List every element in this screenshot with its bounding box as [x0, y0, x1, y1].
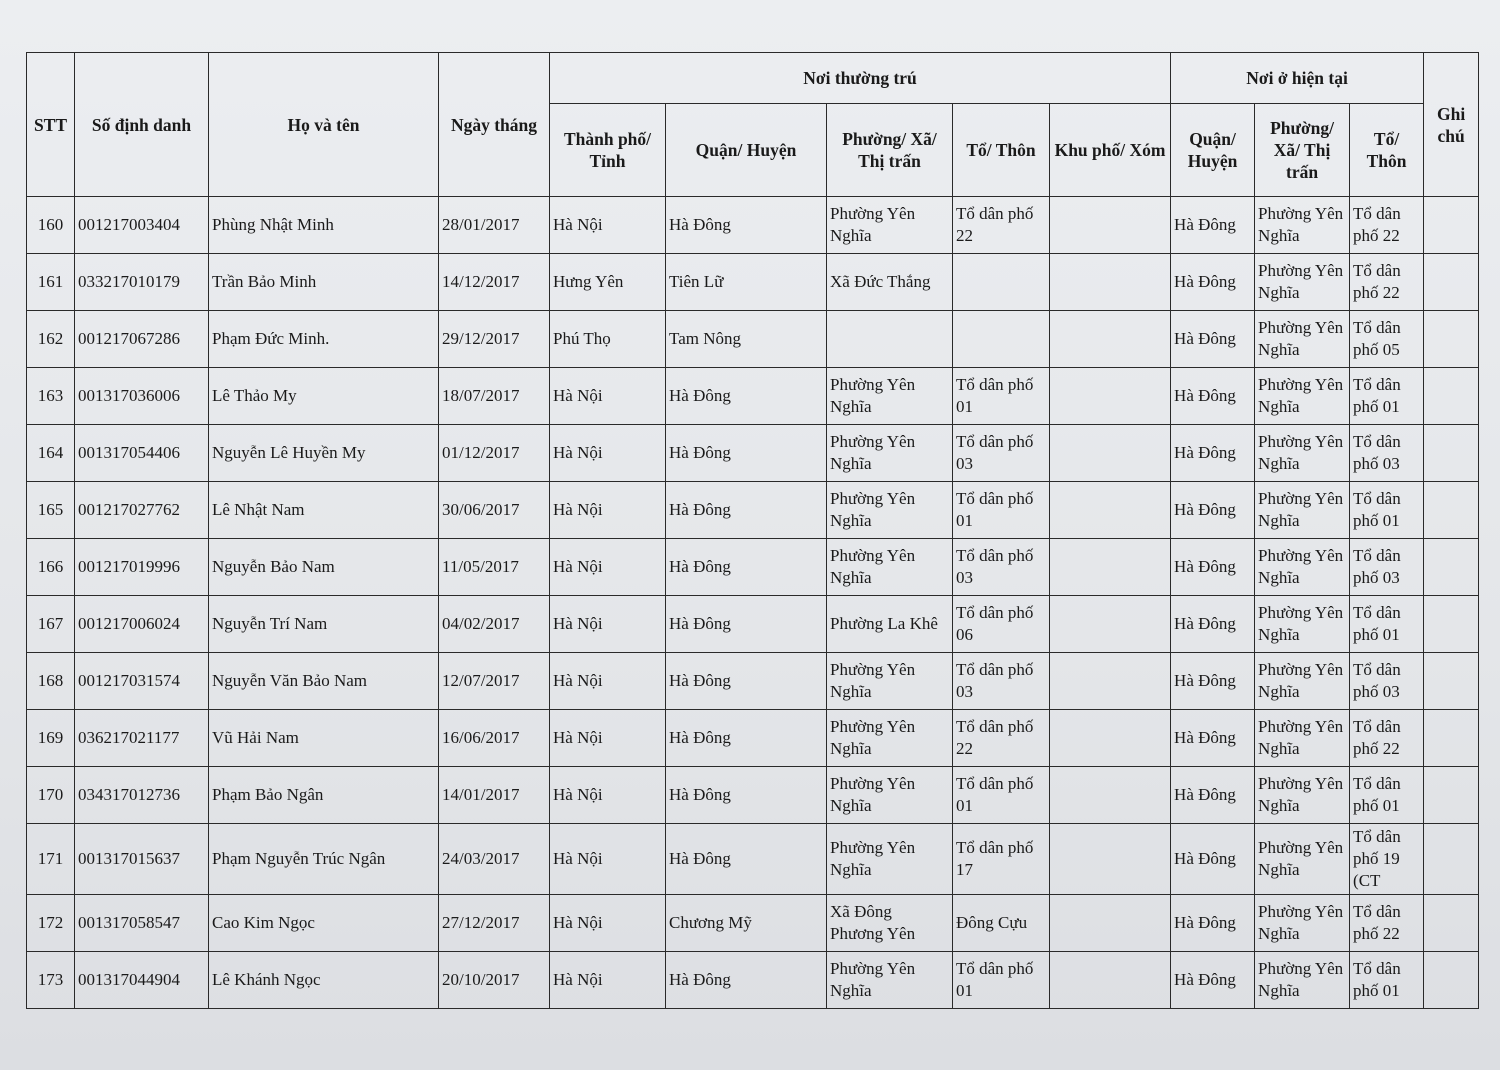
- cell-block: [1050, 653, 1171, 710]
- cell-dob: 14/12/2017: [439, 254, 550, 311]
- cell-city: Hà Nội: [550, 824, 666, 895]
- cell-dob: 24/03/2017: [439, 824, 550, 895]
- cell-name: Phùng Nhật Minh: [209, 197, 439, 254]
- cell-stt: 164: [27, 425, 75, 482]
- cell-cur-district: Hà Đông: [1171, 710, 1255, 767]
- cell-id: 001217019996: [75, 539, 209, 596]
- cell-ward: Phường Yên Nghĩa: [827, 197, 953, 254]
- header-id: Số định danh: [75, 53, 209, 197]
- cell-city: Hà Nội: [550, 952, 666, 1009]
- header-perm-block: Khu phố/ Xóm: [1050, 104, 1171, 197]
- cell-ward: Phường Yên Nghĩa: [827, 539, 953, 596]
- cell-name: Vũ Hải Nam: [209, 710, 439, 767]
- cell-cur-district: Hà Đông: [1171, 653, 1255, 710]
- cell-note: [1424, 653, 1479, 710]
- cell-cur-group: Tổ dân phố 01: [1350, 482, 1424, 539]
- header-stt: STT: [27, 53, 75, 197]
- cell-id: 001217031574: [75, 653, 209, 710]
- table-row: [27, 311, 1479, 368]
- cell-district: Tiên Lữ: [666, 254, 827, 311]
- table-row: [27, 254, 1479, 311]
- cell-cur-group: Tổ dân phố 03: [1350, 425, 1424, 482]
- cell-name: Nguyễn Văn Bảo Nam: [209, 653, 439, 710]
- cell-name: Nguyễn Bảo Nam: [209, 539, 439, 596]
- cell-cur-ward: Phường Yên Nghĩa: [1255, 368, 1350, 425]
- cell-note: [1424, 311, 1479, 368]
- cell-stt: 170: [27, 767, 75, 824]
- cell-district: Hà Đông: [666, 824, 827, 895]
- cell-ward: Xã Đông Phương Yên: [827, 895, 953, 952]
- cell-dob: 20/10/2017: [439, 952, 550, 1009]
- table-row: [27, 197, 1479, 254]
- cell-note: [1424, 710, 1479, 767]
- header-perm-ward: Phường/ Xã/ Thị trấn: [827, 104, 953, 197]
- cell-id: 001217027762: [75, 482, 209, 539]
- cell-cur-group: Tổ dân phố 22: [1350, 895, 1424, 952]
- cell-note: [1424, 368, 1479, 425]
- cell-city: Hà Nội: [550, 767, 666, 824]
- cell-cur-group: Tổ dân phố 01: [1350, 767, 1424, 824]
- cell-cur-group: Tổ dân phố 03: [1350, 653, 1424, 710]
- cell-cur-district: Hà Đông: [1171, 482, 1255, 539]
- student-residence-table: [26, 52, 1479, 1009]
- cell-ward: Xã Đức Thắng: [827, 254, 953, 311]
- cell-name: Phạm Đức Minh.: [209, 311, 439, 368]
- cell-id: 001317044904: [75, 952, 209, 1009]
- cell-ward: Phường Yên Nghĩa: [827, 653, 953, 710]
- cell-cur-group: Tổ dân phố 22: [1350, 710, 1424, 767]
- cell-stt: 162: [27, 311, 75, 368]
- cell-cur-district: Hà Đông: [1171, 596, 1255, 653]
- table-row: [27, 824, 1479, 895]
- cell-name: Phạm Bảo Ngân: [209, 767, 439, 824]
- cell-stt: 173: [27, 952, 75, 1009]
- cell-cur-group: Tổ dân phố 03: [1350, 539, 1424, 596]
- table-row: [27, 895, 1479, 952]
- cell-block: [1050, 368, 1171, 425]
- table-row: [27, 596, 1479, 653]
- cell-group: Tổ dân phố 03: [953, 539, 1050, 596]
- cell-ward: Phường Yên Nghĩa: [827, 482, 953, 539]
- cell-cur-ward: Phường Yên Nghĩa: [1255, 824, 1350, 895]
- cell-block: [1050, 895, 1171, 952]
- cell-note: [1424, 254, 1479, 311]
- cell-note: [1424, 596, 1479, 653]
- cell-dob: 16/06/2017: [439, 710, 550, 767]
- cell-ward: [827, 311, 953, 368]
- cell-group: Tổ dân phố 01: [953, 952, 1050, 1009]
- cell-stt: 161: [27, 254, 75, 311]
- cell-stt: 165: [27, 482, 75, 539]
- cell-name: Nguyễn Trí Nam: [209, 596, 439, 653]
- cell-stt: 171: [27, 824, 75, 895]
- cell-group: Tổ dân phố 22: [953, 710, 1050, 767]
- table-row: [27, 368, 1479, 425]
- cell-note: [1424, 425, 1479, 482]
- header-perm-district: Quận/ Huyện: [666, 104, 827, 197]
- cell-district: Chương Mỹ: [666, 895, 827, 952]
- cell-cur-ward: Phường Yên Nghĩa: [1255, 539, 1350, 596]
- cell-note: [1424, 197, 1479, 254]
- cell-block: [1050, 311, 1171, 368]
- cell-cur-district: Hà Đông: [1171, 952, 1255, 1009]
- cell-stt: 172: [27, 895, 75, 952]
- cell-district: Hà Đông: [666, 539, 827, 596]
- cell-id: 001217006024: [75, 596, 209, 653]
- cell-cur-group: Tổ dân phố 05: [1350, 311, 1424, 368]
- cell-block: [1050, 767, 1171, 824]
- cell-name: Nguyễn Lê Huyền My: [209, 425, 439, 482]
- header-permanent-residence: Nơi thường trú: [550, 53, 1171, 104]
- cell-district: Hà Đông: [666, 368, 827, 425]
- cell-id: 033217010179: [75, 254, 209, 311]
- cell-ward: Phường Yên Nghĩa: [827, 767, 953, 824]
- cell-dob: 18/07/2017: [439, 368, 550, 425]
- cell-name: Lê Khánh Ngọc: [209, 952, 439, 1009]
- cell-ward: Phường Yên Nghĩa: [827, 710, 953, 767]
- cell-cur-ward: Phường Yên Nghĩa: [1255, 482, 1350, 539]
- cell-name: Cao Kim Ngọc: [209, 895, 439, 952]
- cell-block: [1050, 254, 1171, 311]
- cell-cur-district: Hà Đông: [1171, 368, 1255, 425]
- cell-block: [1050, 539, 1171, 596]
- cell-note: [1424, 482, 1479, 539]
- cell-stt: 168: [27, 653, 75, 710]
- cell-city: Hà Nội: [550, 197, 666, 254]
- cell-dob: 30/06/2017: [439, 482, 550, 539]
- cell-id: 001317015637: [75, 824, 209, 895]
- cell-city: Hà Nội: [550, 596, 666, 653]
- cell-city: Hà Nội: [550, 653, 666, 710]
- cell-stt: 166: [27, 539, 75, 596]
- header-current-residence: Nơi ở hiện tại: [1171, 53, 1424, 104]
- cell-cur-district: Hà Đông: [1171, 824, 1255, 895]
- cell-ward: Phường Yên Nghĩa: [827, 368, 953, 425]
- cell-stt: 169: [27, 710, 75, 767]
- cell-city: Hà Nội: [550, 425, 666, 482]
- table-row: [27, 710, 1479, 767]
- cell-city: Hà Nội: [550, 368, 666, 425]
- cell-id: 034317012736: [75, 767, 209, 824]
- cell-stt: 160: [27, 197, 75, 254]
- cell-cur-district: Hà Đông: [1171, 254, 1255, 311]
- cell-id: 036217021177: [75, 710, 209, 767]
- cell-ward: Phường Yên Nghĩa: [827, 952, 953, 1009]
- cell-block: [1050, 425, 1171, 482]
- table-row: [27, 425, 1479, 482]
- cell-dob: 04/02/2017: [439, 596, 550, 653]
- cell-block: [1050, 710, 1171, 767]
- cell-name: Lê Nhật Nam: [209, 482, 439, 539]
- cell-cur-ward: Phường Yên Nghĩa: [1255, 767, 1350, 824]
- cell-cur-ward: Phường Yên Nghĩa: [1255, 653, 1350, 710]
- cell-dob: 14/01/2017: [439, 767, 550, 824]
- table-row: [27, 767, 1479, 824]
- cell-district: Hà Đông: [666, 596, 827, 653]
- header-perm-city: Thành phố/ Tỉnh: [550, 104, 666, 197]
- header-name: Họ và tên: [209, 53, 439, 197]
- cell-cur-ward: Phường Yên Nghĩa: [1255, 596, 1350, 653]
- cell-group: Tổ dân phố 01: [953, 482, 1050, 539]
- cell-block: [1050, 482, 1171, 539]
- cell-city: Hà Nội: [550, 539, 666, 596]
- cell-cur-ward: Phường Yên Nghĩa: [1255, 425, 1350, 482]
- cell-cur-ward: Phường Yên Nghĩa: [1255, 710, 1350, 767]
- cell-id: 001217067286: [75, 311, 209, 368]
- cell-name: Lê Thảo My: [209, 368, 439, 425]
- header-dob: Ngày tháng: [439, 53, 550, 197]
- cell-cur-group: Tổ dân phố 19 (CT: [1350, 824, 1424, 895]
- cell-group: Tổ dân phố 03: [953, 425, 1050, 482]
- cell-dob: 27/12/2017: [439, 895, 550, 952]
- cell-id: 001217003404: [75, 197, 209, 254]
- cell-stt: 167: [27, 596, 75, 653]
- cell-cur-ward: Phường Yên Nghĩa: [1255, 952, 1350, 1009]
- cell-group: Tổ dân phố 03: [953, 653, 1050, 710]
- cell-city: Hà Nội: [550, 895, 666, 952]
- cell-cur-group: Tổ dân phố 22: [1350, 197, 1424, 254]
- cell-note: [1424, 539, 1479, 596]
- cell-note: [1424, 952, 1479, 1009]
- cell-cur-district: Hà Đông: [1171, 425, 1255, 482]
- cell-cur-district: Hà Đông: [1171, 197, 1255, 254]
- cell-ward: Phường Yên Nghĩa: [827, 425, 953, 482]
- cell-group: Tổ dân phố 06: [953, 596, 1050, 653]
- cell-district: Hà Đông: [666, 952, 827, 1009]
- cell-district: Hà Đông: [666, 767, 827, 824]
- header-cur-ward: Phường/ Xã/ Thị trấn: [1255, 104, 1350, 197]
- cell-name: Trần Bảo Minh: [209, 254, 439, 311]
- header-perm-group: Tổ/ Thôn: [953, 104, 1050, 197]
- cell-cur-ward: Phường Yên Nghĩa: [1255, 197, 1350, 254]
- cell-group: Tổ dân phố 01: [953, 767, 1050, 824]
- cell-group: Tổ dân phố 01: [953, 368, 1050, 425]
- cell-cur-district: Hà Đông: [1171, 895, 1255, 952]
- cell-id: 001317058547: [75, 895, 209, 952]
- cell-block: [1050, 197, 1171, 254]
- header-cur-group: Tổ/ Thôn: [1350, 104, 1424, 197]
- cell-dob: 12/07/2017: [439, 653, 550, 710]
- cell-id: 001317036006: [75, 368, 209, 425]
- table-header: [27, 53, 1479, 197]
- cell-city: Hưng Yên: [550, 254, 666, 311]
- cell-cur-group: Tổ dân phố 22: [1350, 254, 1424, 311]
- cell-dob: 01/12/2017: [439, 425, 550, 482]
- table-row: [27, 539, 1479, 596]
- cell-note: [1424, 895, 1479, 952]
- cell-cur-ward: Phường Yên Nghĩa: [1255, 254, 1350, 311]
- table-body: [27, 197, 1479, 1009]
- cell-cur-ward: Phường Yên Nghĩa: [1255, 311, 1350, 368]
- cell-name: Phạm Nguyễn Trúc Ngân: [209, 824, 439, 895]
- cell-group: Đông Cựu: [953, 895, 1050, 952]
- cell-id: 001317054406: [75, 425, 209, 482]
- cell-note: [1424, 767, 1479, 824]
- cell-group: [953, 311, 1050, 368]
- cell-city: Hà Nội: [550, 482, 666, 539]
- cell-stt: 163: [27, 368, 75, 425]
- cell-cur-group: Tổ dân phố 01: [1350, 952, 1424, 1009]
- cell-cur-district: Hà Đông: [1171, 311, 1255, 368]
- cell-city: Phú Thọ: [550, 311, 666, 368]
- cell-district: Tam Nông: [666, 311, 827, 368]
- cell-block: [1050, 952, 1171, 1009]
- cell-block: [1050, 824, 1171, 895]
- cell-block: [1050, 596, 1171, 653]
- cell-group: Tổ dân phố 22: [953, 197, 1050, 254]
- cell-cur-group: Tổ dân phố 01: [1350, 368, 1424, 425]
- cell-district: Hà Đông: [666, 710, 827, 767]
- cell-cur-ward: Phường Yên Nghĩa: [1255, 895, 1350, 952]
- cell-cur-group: Tổ dân phố 01: [1350, 596, 1424, 653]
- header-note: Ghi chú: [1424, 53, 1479, 197]
- cell-cur-district: Hà Đông: [1171, 539, 1255, 596]
- header-cur-district: Quận/ Huyện: [1171, 104, 1255, 197]
- cell-district: Hà Đông: [666, 482, 827, 539]
- cell-dob: 11/05/2017: [439, 539, 550, 596]
- cell-dob: 29/12/2017: [439, 311, 550, 368]
- cell-note: [1424, 824, 1479, 895]
- table-row: [27, 482, 1479, 539]
- cell-district: Hà Đông: [666, 425, 827, 482]
- cell-city: Hà Nội: [550, 710, 666, 767]
- cell-district: Hà Đông: [666, 653, 827, 710]
- cell-ward: Phường La Khê: [827, 596, 953, 653]
- cell-district: Hà Đông: [666, 197, 827, 254]
- table-row: [27, 653, 1479, 710]
- table-row: [27, 952, 1479, 1009]
- cell-cur-district: Hà Đông: [1171, 767, 1255, 824]
- cell-ward: Phường Yên Nghĩa: [827, 824, 953, 895]
- cell-dob: 28/01/2017: [439, 197, 550, 254]
- cell-group: [953, 254, 1050, 311]
- cell-group: Tổ dân phố 17: [953, 824, 1050, 895]
